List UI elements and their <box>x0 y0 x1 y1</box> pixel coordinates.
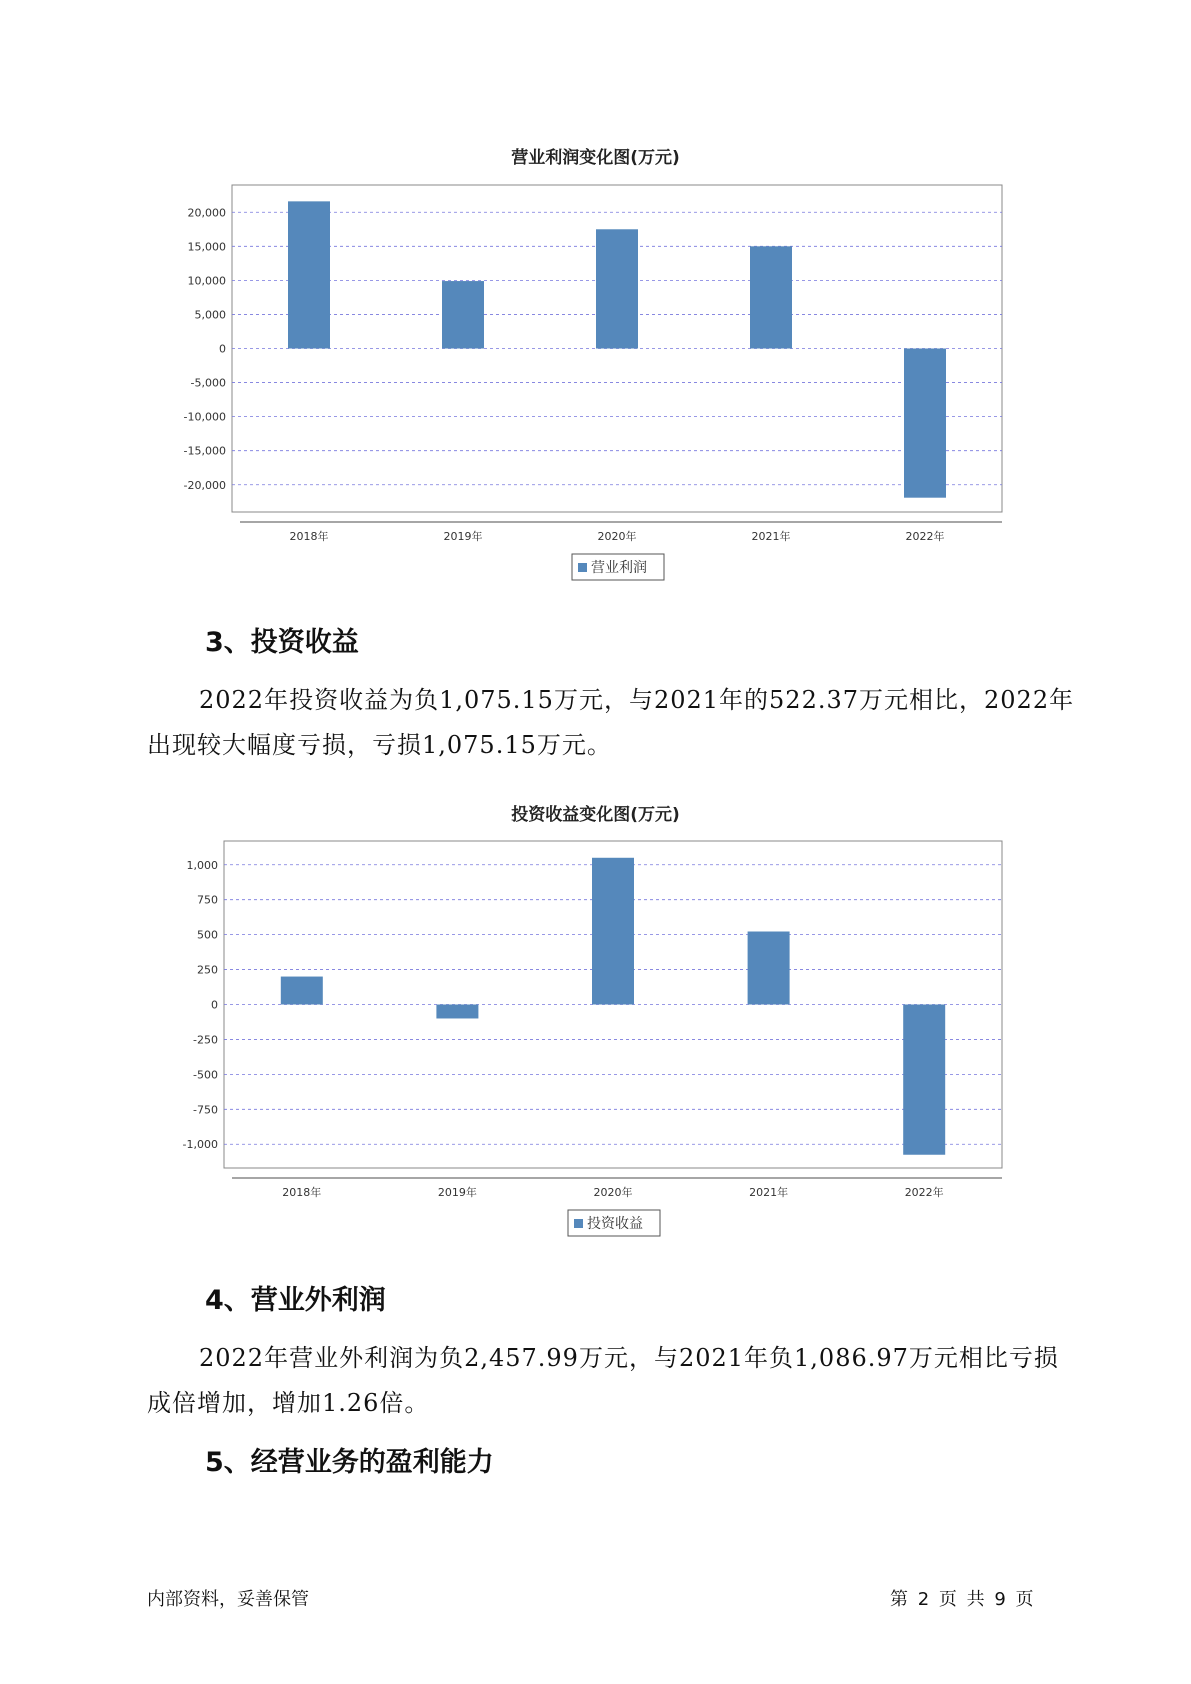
x-tick-label: 2018年 <box>289 530 329 543</box>
operating-profit-chart <box>0 170 1191 590</box>
section-5-heading: 5、经营业务的盈利能力 <box>205 1447 494 1478</box>
y-tick-label: -20,000 <box>183 478 226 492</box>
y-tick-label: 5,000 <box>194 308 226 322</box>
y-tick-label: 0 <box>219 342 226 356</box>
y-tick-label: 10,000 <box>187 274 226 288</box>
y-tick-label: 750 <box>197 893 218 907</box>
bar-2018年 <box>288 201 330 348</box>
x-tick-label: 2022年 <box>905 530 945 543</box>
section-4-paragraph: 2022年营业外利润为负2,457.99万元，与2021年负1,086.97万元相比亏损成倍增加，增加1.26倍。 <box>147 1344 1059 1417</box>
footer-confidential-note: 内部资料，妥善保管 <box>147 1589 309 1610</box>
y-tick-label: -500 <box>193 1068 218 1082</box>
x-tick-label: 2019年 <box>443 530 483 543</box>
y-tick-label: 1,000 <box>186 858 218 872</box>
y-tick-label: -750 <box>193 1103 218 1117</box>
x-tick-label: 2021年 <box>751 530 791 543</box>
bar-2020年 <box>592 858 634 1005</box>
bar-2021年 <box>748 932 790 1005</box>
legend-label: 投资收益 <box>587 1216 643 1232</box>
x-tick-label: 2021年 <box>749 1186 789 1199</box>
bar-2022年 <box>904 349 946 498</box>
footer-page-number: 第 2 页 共 9 页 <box>890 1589 1034 1610</box>
x-tick-label: 2019年 <box>437 1186 477 1199</box>
y-tick-label: 250 <box>197 963 218 977</box>
y-tick-label: 0 <box>211 998 218 1012</box>
section-3-paragraph: 2022年投资收益为负1,075.15万元，与2021年的522.37万元相比，2022年出现较大幅度亏损，亏损1,075.15万元。 <box>147 686 1075 759</box>
bar-2019年 <box>436 1005 478 1019</box>
y-tick-label: -5,000 <box>190 376 226 390</box>
x-tick-label: 2022年 <box>904 1186 944 1199</box>
y-tick-label: 15,000 <box>187 240 226 254</box>
x-tick-label: 2020年 <box>593 1186 633 1199</box>
bar-2018年 <box>281 977 323 1005</box>
bar-2022年 <box>903 1005 945 1155</box>
bar-2021年 <box>750 246 792 348</box>
legend-swatch <box>574 1219 583 1228</box>
legend-label: 营业利润 <box>591 560 647 576</box>
x-tick-label: 2020年 <box>597 530 637 543</box>
y-tick-label: -15,000 <box>183 444 226 458</box>
section-3-heading: 3、投资收益 <box>205 627 359 658</box>
section-4-heading: 4、营业外利润 <box>205 1285 386 1316</box>
legend-swatch <box>578 563 587 572</box>
y-tick-label: 500 <box>197 928 218 942</box>
investment-income-chart <box>0 827 1191 1247</box>
bar-2020年 <box>596 229 638 348</box>
chart1-title: 营业利润变化图(万元) <box>511 148 680 168</box>
bar-2019年 <box>442 281 484 348</box>
x-tick-label: 2018年 <box>282 1186 322 1199</box>
y-tick-label: -10,000 <box>183 410 226 424</box>
y-tick-label: -250 <box>193 1033 218 1047</box>
y-tick-label: -1,000 <box>182 1138 218 1152</box>
y-tick-label: 20,000 <box>187 206 226 220</box>
chart2-title: 投资收益变化图(万元) <box>511 805 680 825</box>
